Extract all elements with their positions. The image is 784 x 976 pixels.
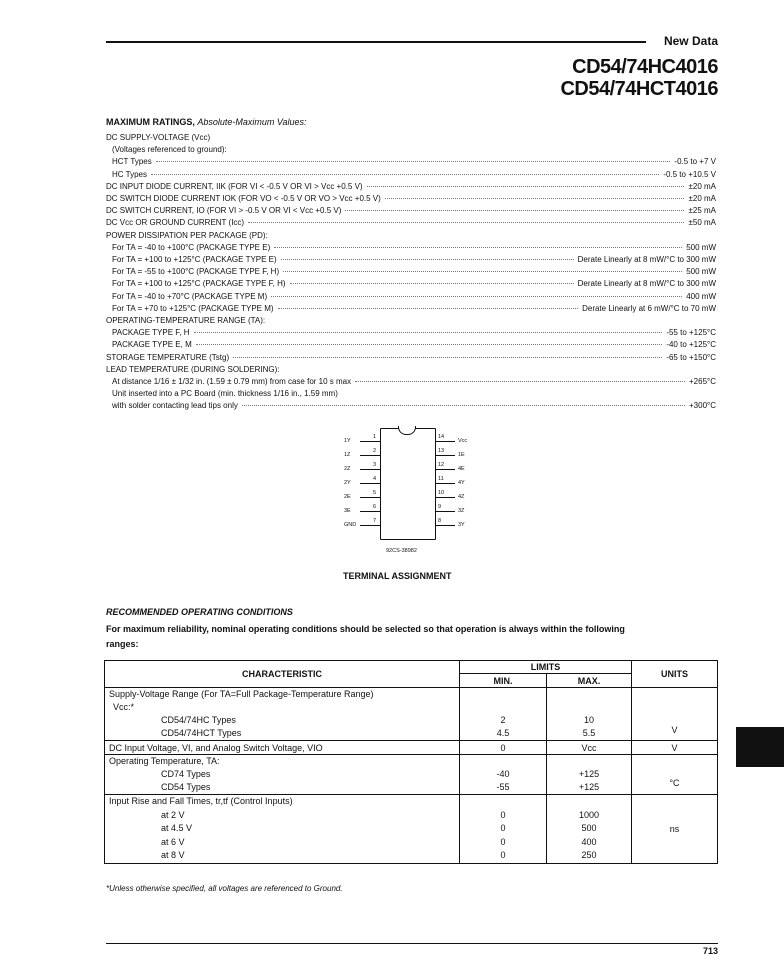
pin-lead	[435, 455, 455, 456]
pin-lead	[360, 497, 380, 498]
supply-hct-min: 4.5	[496, 728, 510, 738]
rise-8v-min: 0	[500, 850, 506, 860]
pin-number: 5	[373, 490, 377, 496]
temp-title: Operating Temperature, TA:	[109, 756, 220, 766]
rating-label: For TA = -40 to +100°C (PACKAGE TYPE E)	[112, 242, 271, 252]
rating-label: PACKAGE TYPE E, M	[112, 340, 192, 350]
rating-label: DC Vcc OR GROUND CURRENT (Icc)	[106, 218, 245, 228]
pin-lead	[360, 511, 380, 512]
leader-dots	[242, 405, 685, 406]
rec-op-note: For maximum reliability, nominal operating conditions should be selected so that operation is always within the following ranges:	[106, 624, 625, 649]
header-rule	[106, 41, 646, 43]
pin-lead	[435, 511, 455, 512]
max-ratings-heading: MAXIMUM RATINGS, Absolute-Maximum Values:	[106, 117, 307, 127]
rating-row	[106, 206, 716, 218]
leader-dots	[283, 271, 682, 272]
rating-derate: Derate Linearly at 8 mW/°C to 300 mW	[577, 255, 716, 264]
pin-name: 1Z	[344, 452, 351, 458]
pin-number: 3	[373, 462, 377, 468]
rating-row	[106, 389, 716, 401]
pin-name: 1E	[458, 452, 465, 458]
figure-id: 92CS-38982	[386, 548, 417, 554]
pin-name: 4Y	[458, 480, 465, 486]
pin-number: 6	[373, 504, 377, 510]
leader-dots	[290, 283, 574, 284]
pin-name: 3Y	[458, 522, 465, 528]
dc-input-unit: V	[632, 741, 718, 755]
rating-row	[106, 170, 716, 182]
pin-number: 10	[438, 490, 445, 496]
pin-name: 2E	[344, 494, 351, 500]
leader-dots	[278, 308, 579, 309]
table-row	[105, 741, 718, 755]
pin-number: 14	[438, 434, 445, 440]
pin-number: 13	[438, 448, 445, 454]
rating-row	[106, 194, 716, 206]
rating-label: DC SWITCH CURRENT, IO (FOR VI > -0.5 V OR VI < Vcc +0.5 V)	[106, 206, 342, 216]
rise-6v-min: 0	[500, 836, 506, 847]
pin-lead	[435, 525, 455, 526]
rise-45v-max: 500	[581, 823, 597, 833]
rating-row	[106, 182, 716, 194]
supply-hct: CD54/74HCT Types	[161, 728, 242, 738]
new-data-label: New Data	[663, 34, 718, 48]
rating-row	[106, 292, 716, 304]
dc-input-min: 0	[460, 741, 547, 755]
pin-name: 2Z	[344, 466, 351, 472]
rating-row	[106, 231, 716, 243]
rating-row	[106, 401, 716, 413]
leader-dots	[233, 357, 662, 358]
pin-lead	[435, 497, 455, 498]
rating-row	[106, 279, 716, 291]
rating-row	[106, 157, 716, 169]
supply-hct-max: 5.5	[582, 728, 596, 738]
pin-name: 3E	[344, 508, 351, 514]
rise-2v: at 2 V	[161, 809, 185, 820]
page-number: 713	[702, 946, 718, 956]
rating-value: -65 to +150°C	[666, 352, 716, 362]
leader-dots	[196, 344, 663, 345]
rating-row	[106, 340, 716, 352]
leader-dots	[367, 186, 685, 187]
rating-row	[106, 304, 716, 316]
rise-title: Input Rise and Fall Times, tr,tf (Control Inputs)	[109, 796, 293, 806]
part-title-hc: CD54/74HC4016	[572, 56, 718, 78]
leader-dots	[274, 247, 682, 248]
rating-label: For TA = -40 to +70°C (PACKAGE TYPE M)	[112, 291, 268, 301]
rating-label: DC SUPPLY-VOLTAGE (Vcc)	[106, 133, 211, 142]
rating-value: +300°C	[689, 401, 716, 411]
pin-number: 7	[373, 518, 377, 524]
temp-cd54-min: -55	[496, 782, 510, 792]
temp-cd74-min: -40	[496, 769, 510, 779]
leader-dots	[248, 222, 684, 223]
rating-row	[106, 267, 716, 279]
temp-cd74-max: +125	[578, 769, 600, 779]
rating-value: ±20 mA	[688, 181, 716, 191]
rating-label: HCT Types	[112, 157, 152, 167]
rating-label: For TA = -55 to +100°C (PACKAGE TYPE F, H)	[112, 267, 280, 277]
rating-value: -0.5 to +10.5 V	[663, 169, 716, 179]
pin-name: 4Z	[458, 494, 465, 500]
col-limits: LIMITS	[460, 661, 632, 674]
rating-value: ±20 mA	[688, 194, 716, 203]
pin-name: 1Y	[344, 438, 351, 444]
supply-title: Supply-Voltage Range (For TA=Full Package-Temperature Range)	[109, 689, 374, 699]
pin-lead	[360, 469, 380, 470]
table-row	[105, 688, 718, 741]
rating-row	[106, 145, 716, 157]
terminal-assignment-caption: TERMINAL ASSIGNMENT	[343, 571, 452, 581]
supply-hc-max: 10	[583, 715, 594, 725]
rating-value: 500 mW	[686, 242, 716, 252]
leader-dots	[156, 161, 671, 162]
rating-label: For TA = +100 to +125°C (PACKAGE TYPE F, H)	[112, 279, 286, 289]
pin-name: 2Y	[344, 480, 351, 486]
rise-2v-max: 1000	[578, 809, 600, 820]
rating-row	[106, 328, 716, 340]
rating-row	[106, 243, 716, 255]
pin-name: 3Z	[458, 508, 465, 514]
pin-number: 8	[438, 518, 442, 524]
rec-op-heading: RECOMMENDED OPERATING CONDITIONS	[106, 607, 293, 617]
leader-dots	[151, 174, 659, 175]
rating-derate: Derate Linearly at 8 mW/°C to 300 mW	[577, 279, 716, 289]
rise-6v: at 6 V	[161, 836, 185, 847]
rating-value: ±25 mA	[688, 206, 716, 216]
rating-value: -55 to +125°C	[666, 328, 716, 338]
rise-8v: at 8 V	[161, 850, 185, 860]
rating-value: 400 mW	[686, 291, 716, 301]
rating-label: with solder contacting lead tips only	[112, 401, 238, 411]
footer-rule	[106, 943, 718, 944]
leader-dots	[385, 198, 685, 199]
rating-row	[106, 218, 716, 230]
rec-op-table	[104, 660, 718, 864]
rating-value: +265°C	[689, 377, 716, 386]
col-characteristic: CHARACTERISTIC	[105, 661, 460, 688]
rating-value: 500 mW	[686, 267, 716, 277]
rating-label: STORAGE TEMPERATURE (Tstg)	[106, 352, 230, 362]
rec-op-table-wrap	[104, 660, 718, 864]
pin-number: 1	[373, 434, 377, 440]
pin-lead	[435, 483, 455, 484]
pin-number: 9	[438, 504, 442, 510]
pin-name: Vcc	[458, 438, 468, 444]
rating-row	[106, 133, 716, 145]
rating-label: At distance 1/16 ± 1/32 in. (1.59 ± 0.79 mm) from case for 10 s max	[112, 377, 352, 386]
leader-dots	[345, 210, 684, 211]
rating-label: (Voltages referenced to ground):	[112, 145, 227, 155]
rating-derate: Derate Linearly at 6 mW/°C to 70 mW	[582, 303, 716, 313]
table-row	[105, 755, 718, 795]
pin-lead	[360, 483, 380, 484]
dc-input-max: Vcc	[547, 741, 632, 755]
rise-45v-min: 0	[500, 823, 506, 833]
pin-lead	[435, 441, 455, 442]
temp-cd54-max: +125	[578, 782, 600, 792]
rating-label: For TA = +70 to +125°C (PACKAGE TYPE M)	[112, 303, 274, 313]
rating-value: -0.5 to +7 V	[674, 157, 716, 167]
section-tab-marker	[736, 727, 784, 767]
pin-lead	[360, 455, 380, 456]
supply-sub: Vcc:*	[113, 702, 135, 712]
pin-lead	[360, 525, 380, 526]
col-min: MIN.	[460, 674, 547, 688]
rise-45v: at 4.5 V	[161, 823, 193, 833]
pin-name: GND	[344, 522, 357, 528]
pin-name: 4E	[458, 466, 465, 472]
table-row	[105, 795, 718, 864]
rating-label: POWER DISSIPATION PER PACKAGE (PD):	[106, 230, 268, 240]
pin-number: 11	[438, 476, 444, 482]
pin-lead	[435, 469, 455, 470]
ic-body	[380, 428, 436, 540]
rating-label: LEAD TEMPERATURE (DURING SOLDERING):	[106, 364, 280, 374]
leader-dots	[355, 381, 685, 382]
dc-input-label: DC Input Voltage, VI, and Analog Switch Voltage, VIO	[105, 741, 460, 755]
part-title-hct: CD54/74HCT4016	[560, 78, 718, 100]
pin-number: 2	[373, 448, 377, 454]
rating-label: DC SWITCH DIODE CURRENT IOK (FOR VO < -0.5 V OR VO > Vcc +0.5 V)	[106, 194, 381, 203]
rise-6v-max: 400	[581, 836, 597, 847]
leader-dots	[271, 296, 682, 297]
temp-cd54: CD54 Types	[161, 782, 211, 792]
col-max: MAX.	[547, 674, 632, 688]
temp-cd74: CD74 Types	[161, 769, 211, 779]
rating-row	[106, 353, 716, 365]
rating-row	[106, 365, 716, 377]
pinout-diagram	[340, 426, 480, 556]
rating-label: DC INPUT DIODE CURRENT, IIK (FOR VI < -0.5 V OR VI > Vcc +0.5 V)	[106, 181, 363, 191]
rating-value: -40 to +125°C	[666, 340, 716, 350]
col-units: UNITS	[632, 661, 718, 688]
rating-label: For TA = +100 to +125°C (PACKAGE TYPE E)	[112, 255, 277, 264]
leader-dots	[194, 332, 663, 333]
rating-label: OPERATING-TEMPERATURE RANGE (TA):	[106, 316, 266, 325]
supply-hc: CD54/74HC Types	[161, 715, 236, 725]
rise-8v-max: 250	[581, 850, 597, 860]
rating-label: HC Types	[112, 169, 147, 179]
supply-unit: V	[632, 688, 718, 741]
rise-2v-min: 0	[500, 809, 506, 820]
temp-unit: °C	[632, 755, 718, 795]
supply-hc-min: 2	[500, 715, 506, 725]
rise-unit: ns	[632, 795, 718, 864]
pin-number: 4	[373, 476, 377, 482]
leader-dots	[281, 259, 574, 260]
rating-value: ±50 mA	[688, 218, 716, 228]
pin-lead	[360, 441, 380, 442]
rating-row	[106, 255, 716, 267]
footnote: *Unless otherwise specified, all voltages are referenced to Ground.	[106, 884, 343, 893]
pin-number: 12	[438, 462, 445, 468]
rating-label: PACKAGE TYPE F, H	[112, 328, 190, 338]
rating-row	[106, 377, 716, 389]
rating-row	[106, 316, 716, 328]
rating-label: Unit inserted into a PC Board (min. thickness 1/16 in., 1.59 mm)	[112, 389, 338, 399]
